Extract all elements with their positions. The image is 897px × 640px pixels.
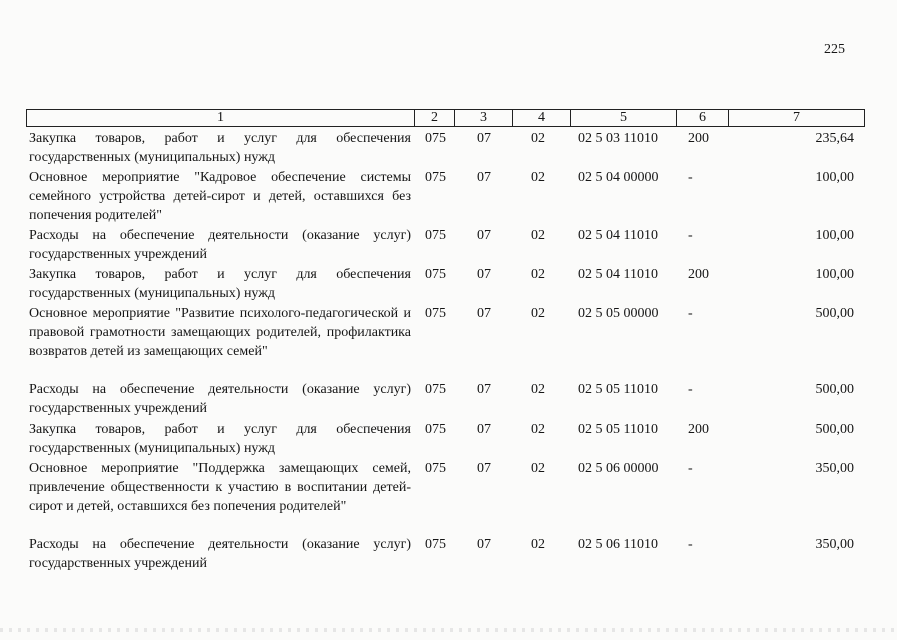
- row-target-article: 02 5 03 11010: [578, 131, 658, 146]
- row-amount: 350,00: [815, 461, 854, 476]
- row-amount: 100,00: [815, 267, 854, 282]
- row-target-article: 02 5 04 00000: [578, 170, 659, 185]
- row-expense-type: -: [688, 382, 693, 397]
- header-col-1: 1: [27, 110, 415, 127]
- row-expense-type: -: [688, 170, 693, 185]
- row-amount: 235,64: [815, 131, 854, 146]
- row-target-article: 02 5 05 00000: [578, 306, 659, 321]
- row-code-admin: 075: [425, 382, 446, 397]
- row-code-admin: 075: [425, 422, 446, 437]
- row-subsection: 02: [531, 461, 545, 476]
- row-subsection: 02: [531, 422, 545, 437]
- row-section: 07: [477, 228, 491, 243]
- row-code-admin: 075: [425, 228, 446, 243]
- header-col-7: 7: [729, 110, 865, 127]
- row-expense-type: 200: [688, 422, 709, 437]
- row-code-admin: 075: [425, 131, 446, 146]
- row-target-article: 02 5 05 11010: [578, 382, 658, 397]
- row-target-article: 02 5 06 00000: [578, 461, 659, 476]
- row-expense-type: -: [688, 461, 693, 476]
- row-amount: 100,00: [815, 228, 854, 243]
- row-expense-type: -: [688, 537, 693, 552]
- header-col-2: 2: [415, 110, 455, 127]
- row-subsection: 02: [531, 267, 545, 282]
- row-name: Основное мероприятие "Кадровое обеспечение системы семейного устройства детей-сирот и детей, оставшихся без попечения родителей": [29, 170, 411, 223]
- row-target-article: 02 5 04 11010: [578, 267, 658, 282]
- row-expense-type: -: [688, 306, 693, 321]
- row-subsection: 02: [531, 382, 545, 397]
- row-target-article: 02 5 04 11010: [578, 228, 658, 243]
- row-name: Основное мероприятие "Поддержка замещающих семей, привлечение общественности к участию в воспитании детей-сирот и детей, оставшихся без попечения родителей": [29, 461, 411, 514]
- row-expense-type: 200: [688, 267, 709, 282]
- row-section: 07: [477, 170, 491, 185]
- row-code-admin: 075: [425, 306, 446, 321]
- row-section: 07: [477, 131, 491, 146]
- scan-edge: [0, 628, 897, 632]
- row-amount: 500,00: [815, 382, 854, 397]
- row-section: 07: [477, 461, 491, 476]
- row-section: 07: [477, 422, 491, 437]
- row-target-article: 02 5 06 11010: [578, 537, 658, 552]
- page-number: 225: [824, 42, 845, 57]
- row-name: Закупка товаров, работ и услуг для обеспечения государственных (муниципальных) нужд: [29, 422, 411, 456]
- row-code-admin: 075: [425, 537, 446, 552]
- row-code-admin: 075: [425, 461, 446, 476]
- header-col-4: 4: [513, 110, 571, 127]
- row-target-article: 02 5 05 11010: [578, 422, 658, 437]
- row-code-admin: 075: [425, 267, 446, 282]
- row-name: Расходы на обеспечение деятельности (оказание услуг) государственных учреждений: [29, 382, 411, 416]
- row-amount: 350,00: [815, 537, 854, 552]
- row-subsection: 02: [531, 131, 545, 146]
- header-col-6: 6: [677, 110, 729, 127]
- row-section: 07: [477, 267, 491, 282]
- row-amount: 500,00: [815, 422, 854, 437]
- row-expense-type: 200: [688, 131, 709, 146]
- table-header: [26, 109, 865, 127]
- row-subsection: 02: [531, 537, 545, 552]
- row-name: Закупка товаров, работ и услуг для обеспечения государственных (муниципальных) нужд: [29, 131, 411, 165]
- header-col-5: 5: [571, 110, 677, 127]
- row-expense-type: -: [688, 228, 693, 243]
- row-section: 07: [477, 537, 491, 552]
- row-name: Расходы на обеспечение деятельности (оказание услуг) государственных учреждений: [29, 537, 411, 571]
- row-amount: 500,00: [815, 306, 854, 321]
- row-subsection: 02: [531, 170, 545, 185]
- row-name: Основное мероприятие "Развитие психолого-педагогической и правовой грамотности замещающих родителей, профилактика возвратов детей из замещающих семей": [29, 306, 411, 359]
- row-name: Расходы на обеспечение деятельности (оказание услуг) государственных учреждений: [29, 228, 411, 262]
- row-section: 07: [477, 382, 491, 397]
- row-amount: 100,00: [815, 170, 854, 185]
- row-code-admin: 075: [425, 170, 446, 185]
- row-section: 07: [477, 306, 491, 321]
- row-name: Закупка товаров, работ и услуг для обеспечения государственных (муниципальных) нужд: [29, 267, 411, 301]
- header-col-3: 3: [455, 110, 513, 127]
- row-subsection: 02: [531, 306, 545, 321]
- row-subsection: 02: [531, 228, 545, 243]
